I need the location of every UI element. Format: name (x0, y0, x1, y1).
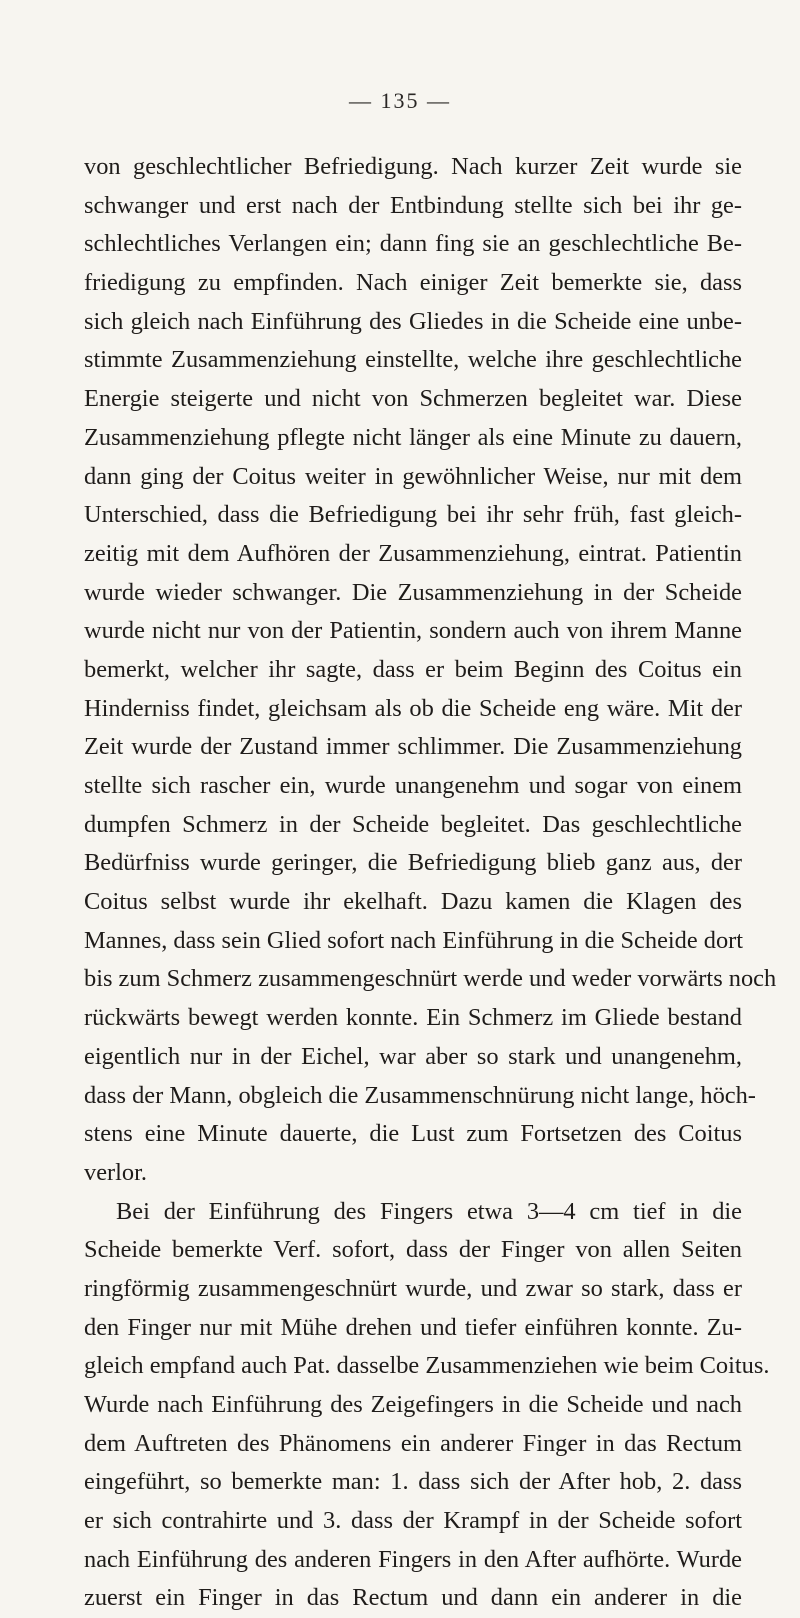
text-line: eigentlich nur in der Eichel, war aber so stark und unangenehm, (84, 1042, 742, 1070)
text-line: schlechtliches Verlangen ein; dann fing sie an geschlechtliche Be- (84, 230, 742, 258)
text-line: dumpfen Schmerz in der Scheide begleitet. Das geschlechtliche (84, 810, 742, 838)
text-line: Unterschied, dass die Befriedigung bei ihr sehr früh, fast gleich- (84, 501, 742, 529)
text-line: sich gleich nach Einführung des Gliedes in die Scheide eine unbe- (84, 307, 742, 335)
text-line: stellte sich rascher ein, wurde unangenehm und sogar von einem (84, 772, 742, 799)
page-number: — 135 — (349, 88, 451, 113)
text-line: dem Auftreten des Phänomens ein anderer Finger in das Rectum (84, 1429, 742, 1457)
text-line: zuerst ein Finger in das Rectum und dann ein anderer in die (84, 1584, 742, 1612)
text-line: bemerkt, welcher ihr sagte, dass er beim Beginn des Coitus ein (84, 655, 742, 683)
text-line: Bei der Einführung des Fingers etwa 3—4 cm tief in die (116, 1197, 742, 1225)
text-line: eingeführt, so bemerkte man: 1. dass sich der After hob, 2. dass (84, 1468, 742, 1496)
text-line: Coitus selbst wurde ihr ekelhaft. Dazu kamen die Klagen des (84, 888, 742, 916)
text-line: er sich contrahirte und 3. dass der Krampf in der Scheide sofort (84, 1507, 742, 1535)
text-line: Mannes, dass sein Glied sofort nach Einführung in die Scheide dort (84, 926, 744, 954)
text-line: Zeit wurde der Zustand immer schlimmer. Die Zusammenziehung (84, 733, 742, 761)
text-line: wurde nicht nur von der Patientin, sondern auch von ihrem Manne (84, 617, 742, 645)
text-line: den Finger nur mit Mühe drehen und tiefer einführen konnte. Zu- (84, 1313, 742, 1341)
text-line: zeitig mit dem Aufhören der Zusammenziehung, eintrat. Patientin (84, 539, 742, 567)
text-line: rückwärts bewegt werden konnte. Ein Schmerz im Gliede bestand (84, 1004, 742, 1032)
text-line: gleich empfand auch Pat. dasselbe Zusammenziehen wie beim Coitus. (84, 1352, 770, 1380)
text-line: bis zum Schmerz zusammengeschnürt werde und weder vorwärts noch (84, 965, 777, 993)
text-line: friedigung zu empfinden. Nach einiger Zeit bemerkte sie, dass (84, 269, 742, 297)
text-line: stens eine Minute dauerte, die Lust zum Fortsetzen des Coitus (84, 1120, 742, 1148)
text-line: wurde wieder schwanger. Die Zusammenziehung in der Scheide (84, 578, 742, 606)
text-line: dann ging der Coitus weiter in gewöhnlicher Weise, nur mit dem (84, 462, 742, 490)
text-line: Hinderniss findet, gleichsam als ob die Scheide eng wäre. Mit der (84, 694, 742, 722)
text-line: verlor. (84, 1158, 147, 1186)
text-line: nach Einführung des anderen Fingers in den After aufhörte. Wurde (84, 1545, 742, 1573)
text-line: stimmte Zusammenziehung einstellte, welche ihre geschlechtliche (84, 346, 742, 374)
body-text (84, 148, 777, 1618)
text-line: Bedürfniss wurde geringer, die Befriedigung blieb ganz aus, der (84, 849, 742, 877)
text-line: Scheide bemerkte Verf. sofort, dass der Finger von allen Seiten (84, 1236, 742, 1264)
text-line: schwanger und erst nach der Entbindung stellte sich bei ihr ge- (84, 191, 742, 219)
text-line: ringförmig zusammengeschnürt wurde, und zwar so stark, dass er (84, 1274, 742, 1302)
text-line: Energie steigerte und nicht von Schmerzen begleitet war. Diese (84, 385, 742, 413)
text-line: Wurde nach Einführung des Zeigefingers in die Scheide und nach (84, 1391, 742, 1418)
text-line: dass der Mann, obgleich die Zusammenschnürung nicht lange, höch- (84, 1081, 756, 1109)
text-line: von geschlechtlicher Befriedigung. Nach kurzer Zeit wurde sie (84, 153, 742, 180)
text-line: Zusammenziehung pflegte nicht länger als eine Minute zu dauern, (84, 423, 742, 451)
